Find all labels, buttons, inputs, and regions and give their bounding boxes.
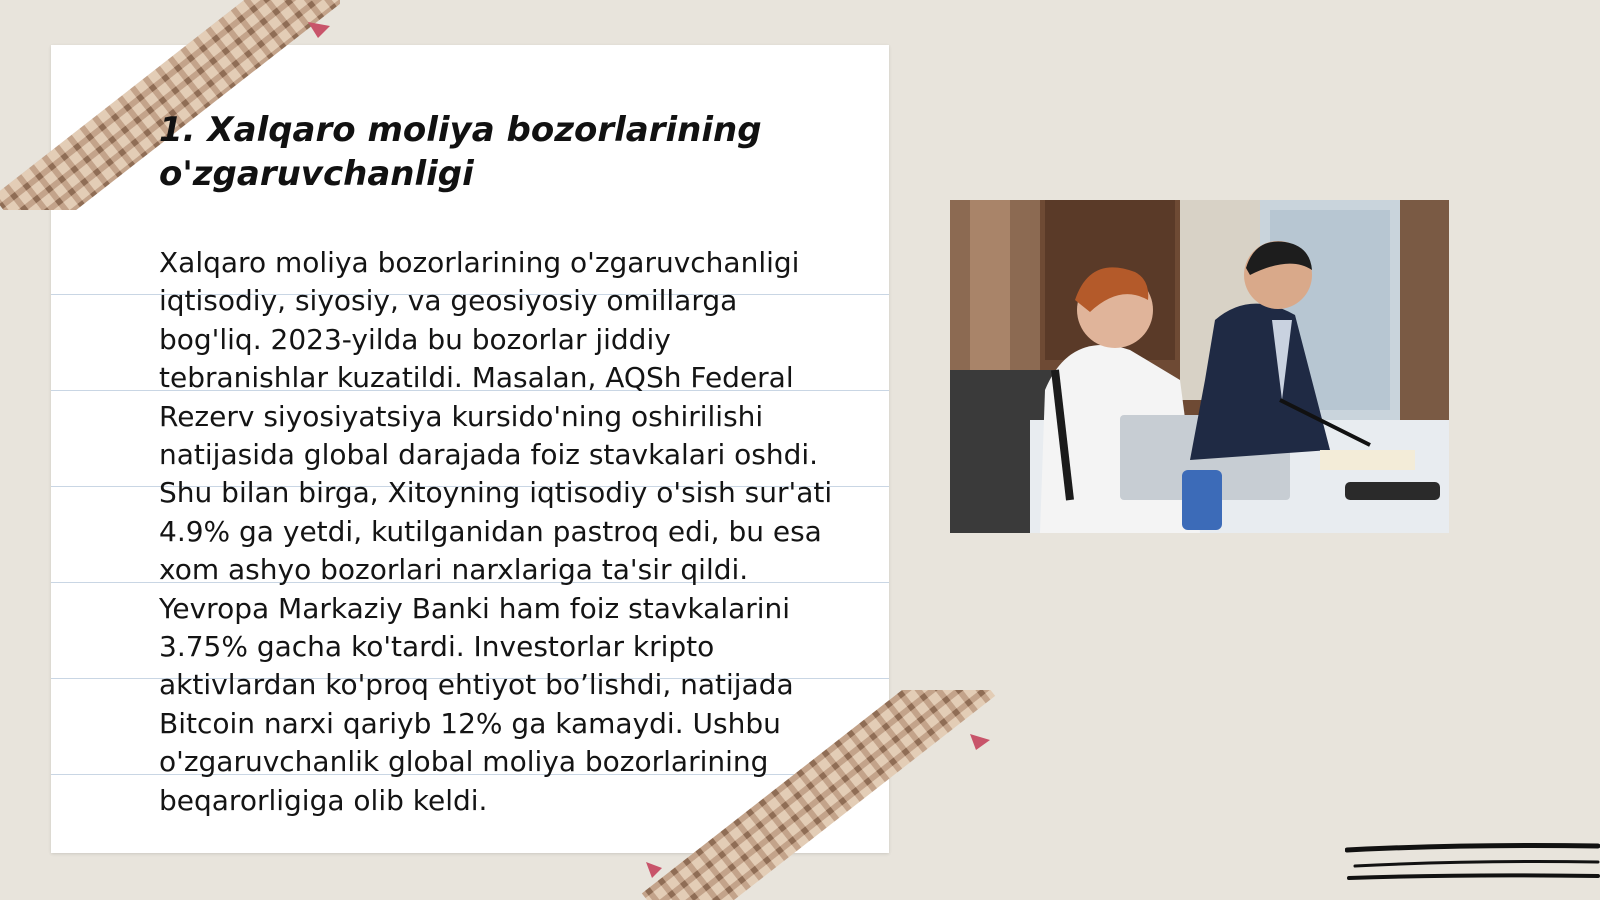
brush-strokes-icon bbox=[1345, 840, 1600, 895]
slide-paragraph: Xalqaro moliya bozorlarining o'zgaruvchanligi iqtisodiy, siyosiy, va geosiyosiy omillarga bog'liq. 2023-yilda bu bozorlar jiddiy tebranishlar kuzatildi. Masalan, AQSh Federal Rezerv siyosiyatsiya kursido'ning oshirilishi natijasida global darajada foiz stavkalari oshdi. Shu bilan birga, Xitoyning iqtisodiy o'sish sur'ati 4.9% ga yetdi, kutilganidan pastroq edi, bu esa xom ashyo bozorlari narxlariga ta'sir qildi. Yevropa Markaziy Banki ham foiz stavkalarini 3.75% gacha ko'tardi. Investorlar kripto aktivlardan ko'proq ehtiyot bo’lishdi, natijada Bitcoin narxi qariyb 12% ga kamaydi. Ushbu o'zgaruvchanlik global moliya bozorlarining beqarorligiga olib keldi. bbox=[159, 246, 833, 817]
slide-title: 1. Xalqaro moliya bozorlarining o'zgaruvchanligi bbox=[159, 110, 762, 194]
conference-photo bbox=[950, 200, 1449, 533]
